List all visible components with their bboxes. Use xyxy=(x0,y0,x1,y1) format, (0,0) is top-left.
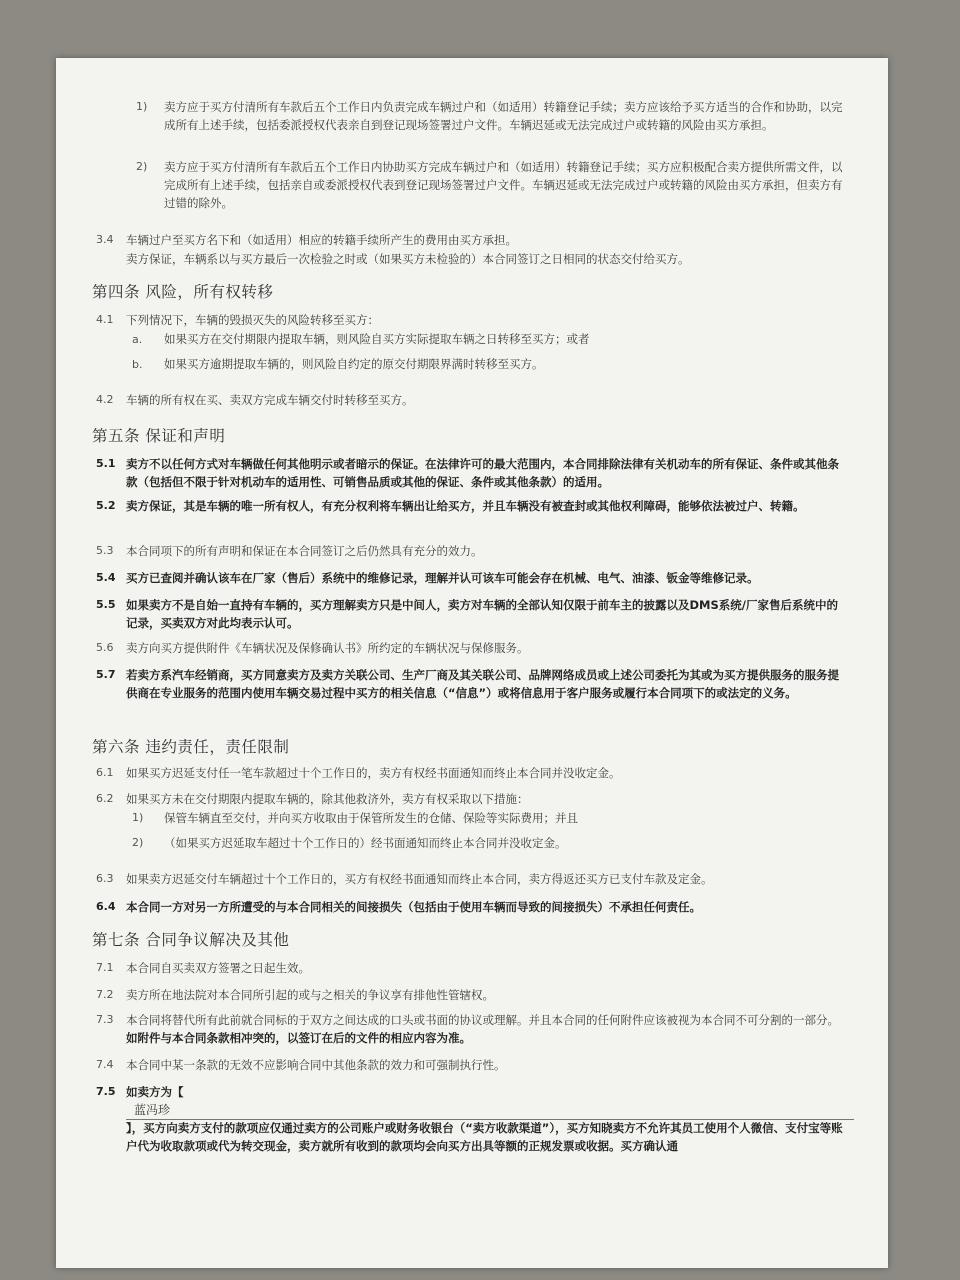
clause-text: 若卖方系汽车经销商，买方同意卖方及卖方关联公司、生产厂商及其关联公司、品牌网络成员或上述公司委托为其或为买方提供服务的服务提供商在专业服务的范围内使用车辆交易过程中买方的相关信息（“信息”）或将信息用于客户服务或履行本合同项下的或法定的义务。 xyxy=(126,668,839,700)
clause-number: 5.4 xyxy=(96,571,116,584)
clause-text: 本合同项下的所有声明和保证在本合同签订之后仍然具有充分的效力。 xyxy=(126,544,483,558)
contract-page xyxy=(56,58,888,1268)
clause-text: 卖方所在地法院对本合同所引起的或与之相关的争议享有排他性管辖权。 xyxy=(126,988,494,1002)
clause-text xyxy=(126,1011,846,1047)
clause-text: 如果卖方迟延交付车辆超过十个工作日的，买方有权经书面通知而终止本合同，卖方得返还买方已支付车款及定金。 xyxy=(126,872,713,886)
clause-number: 4.2 xyxy=(96,393,114,406)
clause-number: 4.1 xyxy=(96,313,114,326)
clause-text: 本合同中某一条款的无效不应影响合同中其他条款的效力和可强制执行性。 xyxy=(126,1058,506,1072)
clause-text-bold: 如附件与本合同条款相冲突的，以签订在后的文件的相应内容为准。 xyxy=(126,1031,471,1045)
clause-text: 卖方向买方提供附件《车辆状况及保修确认书》所约定的车辆状况与保修服务。 xyxy=(126,641,529,655)
clause-number: 5.3 xyxy=(96,544,114,557)
clause-text: 保管车辆直至交付，并向买方收取由于保管所发生的仓储、保险等实际费用；并且 xyxy=(164,811,578,825)
clause-text: 车辆过户至买方名下和（如适用）相应的转籍手续所产生的费用由买方承担。 xyxy=(126,233,517,247)
clause-number: 7.3 xyxy=(96,1013,114,1026)
clause-text: 本合同自买卖双方签署之日起生效。 xyxy=(126,961,310,975)
seller-name-field xyxy=(126,1101,854,1120)
seller-name: 蓝冯珍 xyxy=(134,1103,171,1117)
clause-text: 本合同一方对另一方所遭受的与本合同相关的间接损失（包括由于使用车辆而导致的间接损失）不承担任何责任。 xyxy=(126,900,701,914)
clause-text: 如果买方在交付期限内提取车辆，则风险自买方实际提取车辆之日转移至买方；或者 xyxy=(164,332,590,346)
clause-text: 如果买方未在交付期限内提取车辆的，除其他救济外，卖方有权采取以下措施： xyxy=(126,792,529,806)
clause-number: 6.1 xyxy=(96,766,114,779)
clause-number: 3.4 xyxy=(96,233,114,246)
clause-text: 】，买方向卖方支付的款项应仅通过卖方的公司账户或财务收银台（“卖方收款渠道”），买方知晓卖方不允许其员工使用个人微信、支付宝等账户代为收取款项或代为转交现金，卖方就所有收到的款项均会向买方出具等额的正规发票或收据。买方确认通 xyxy=(126,1121,843,1153)
clause-number: 6.3 xyxy=(96,872,114,885)
clause-number: 5.1 xyxy=(96,457,116,470)
clause-text: 如果买方逾期提取车辆的，则风险自约定的原交付期限界满时转移至买方。 xyxy=(164,357,544,371)
clause-text: 卖方保证，车辆系以与买方最后一次检验之时或（如果买方未检验的）本合同签订之日相同的状态交付给买方。 xyxy=(126,252,690,266)
section-heading: 第五条 保证和声明 xyxy=(92,427,226,445)
clause-text: 买方已查阅并确认该车在厂家（售后）系统中的维修记录，理解并认可该车可能会存在机械、电气、油漆、钣金等维修记录。 xyxy=(126,571,759,585)
item-number: 1) xyxy=(132,811,144,824)
section-heading: 第七条 合同争议解决及其他 xyxy=(92,931,290,949)
item-number: 2) xyxy=(132,836,144,849)
section-heading: 第六条 违约责任，责任限制 xyxy=(92,738,290,756)
item-number: 1) xyxy=(136,100,148,113)
clause-number: 6.4 xyxy=(96,900,116,913)
clause-text: 车辆的所有权在买、卖双方完成车辆交付时转移至买方。 xyxy=(126,393,414,407)
clause-number: 5.2 xyxy=(96,499,116,512)
clause-text: 卖方应于买方付清所有车款后五个工作日内协助买方完成车辆过户和（如适用）转籍登记手续；买方应积极配合卖方提供所需文件，以完成所有上述手续，包括亲自或委派授权代表到登记现场签署过户文件。车辆迟延或无法完成过户或转籍的风险由买方承担，但卖方有过错的除外。 xyxy=(164,160,843,210)
clause-number: 7.1 xyxy=(96,961,114,974)
clause-number: 5.7 xyxy=(96,668,116,681)
section-heading: 第四条 风险，所有权转移 xyxy=(92,283,274,301)
clause-text: 卖方保证，其是车辆的唯一所有权人，有充分权利将车辆出让给买方，并且车辆没有被查封或其他权利障碍，能够依法被过户、转籍。 xyxy=(126,499,805,513)
clause-number: 6.2 xyxy=(96,792,114,805)
item-number: b. xyxy=(132,358,143,371)
clause-number: 7.4 xyxy=(96,1058,114,1071)
clause-text: 如果买方迟延支付任一笔车款超过十个工作日的，卖方有权经书面通知而终止本合同并没收定金。 xyxy=(126,766,621,780)
clause-number: 7.2 xyxy=(96,988,114,1001)
clause-number: 5.5 xyxy=(96,598,116,611)
clause-text: 如卖方为【 xyxy=(126,1085,184,1099)
clause-number: 7.5 xyxy=(96,1085,116,1098)
clause-text-normal: 本合同将替代所有此前就合同标的于双方之间达成的口头或书面的协议或理解。并且本合同的任何附件应该被视为本合同不可分割的一部分。 xyxy=(126,1013,839,1027)
clause-number: 5.6 xyxy=(96,641,114,654)
clause-text: 如果卖方不是自始一直持有车辆的，买方理解卖方只是中间人，卖方对车辆的全部认知仅限于前车主的披露以及DMS系统/厂家售后系统中的记录，买卖双方对此均表示认可。 xyxy=(126,598,838,630)
item-number: a. xyxy=(132,333,143,346)
item-number: 2) xyxy=(136,160,148,173)
clause-text: （如果买方迟延取车超过十个工作日的）经书面通知而终止本合同并没收定金。 xyxy=(164,836,567,850)
clause-text: 下列情况下，车辆的毁损灭失的风险转移至买方： xyxy=(126,313,379,327)
clause-text: 卖方不以任何方式对车辆做任何其他明示或者暗示的保证。在法律许可的最大范围内，本合同排除法律有关机动车的所有保证、条件或其他条款（包括但不限于针对机动车的适用性、可销售品质或其他的保证、条件或其他条款）的适用。 xyxy=(126,457,839,489)
clause-text: 卖方应于买方付清所有车款后五个工作日内负责完成车辆过户和（如适用）转籍登记手续；卖方应该给予买方适当的合作和协助，以完成所有上述手续，包括委派授权代表亲自到登记现场签署过户文件。车辆迟延或无法完成过户或转籍的风险由买方承担。 xyxy=(164,100,843,132)
